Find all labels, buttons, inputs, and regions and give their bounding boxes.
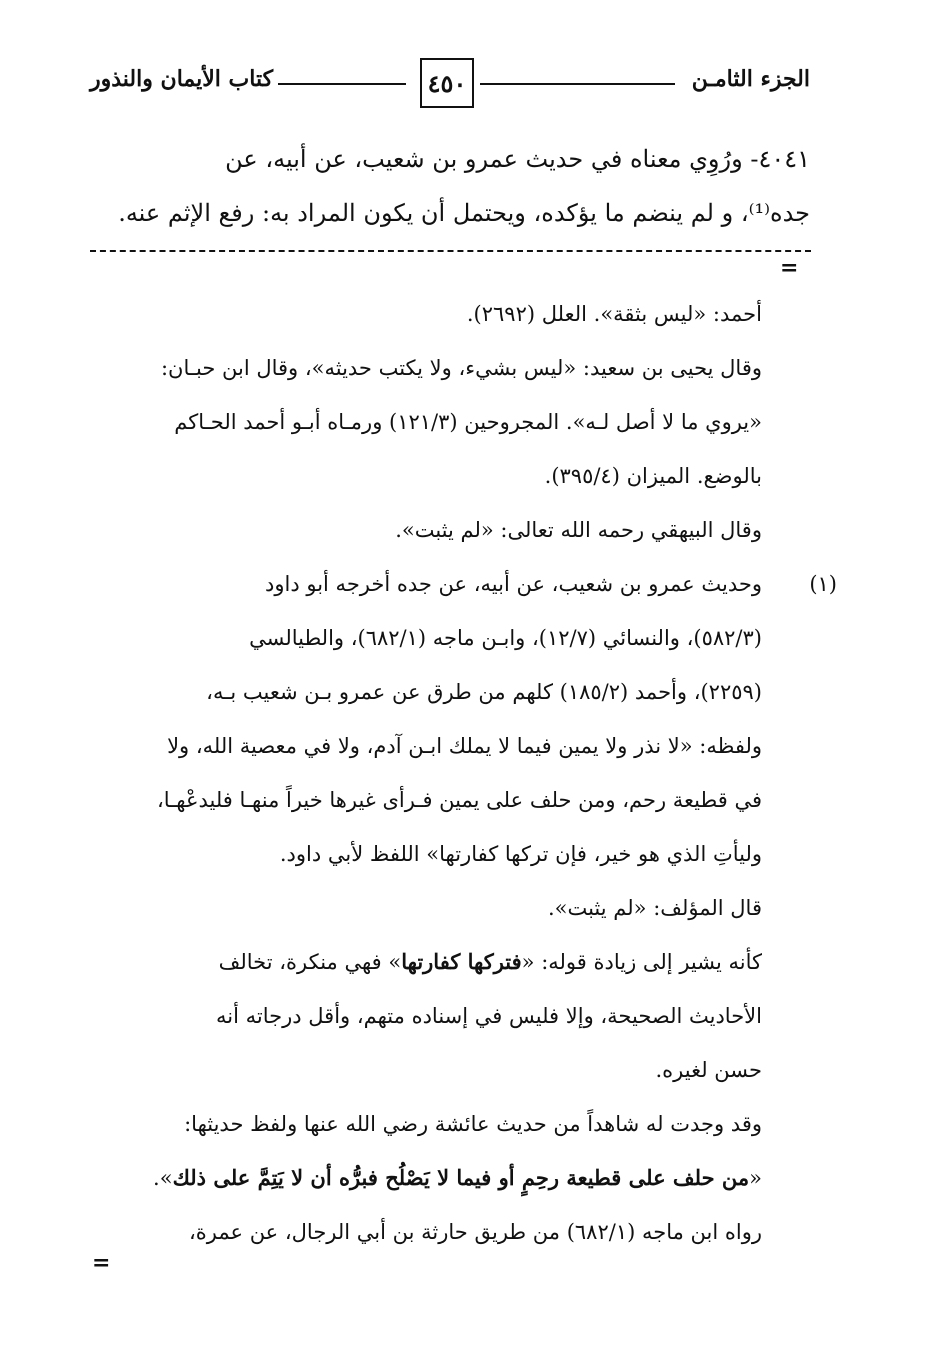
footnote-line-12 [92, 1154, 762, 1202]
footnote-line-3: (٢٢٥٩)، وأحمد (١٨٥/٢) كلهم من طرق عن عمرو بـن شعيب بـه، [206, 680, 762, 704]
note-line-4: بالوضع. الميزان (٣٩٥/٤). [544, 464, 762, 488]
footnote-line-11: وقد وجدت له شاهداً من حديث عائشة رضي الله عنها ولفظ حديثها: [184, 1112, 762, 1136]
note-line-1: أحمد: «ليس بثقة». العلل (٢٦٩٢). [466, 302, 762, 326]
header-rule-right [480, 83, 675, 85]
note-line-2: وقال يحيى بن سعيد: «ليس بشيء، ولا يكتب حديثه»، وقال ابن حبـان: [160, 356, 762, 380]
footnote-line-1: وحديث عمرو بن شعيب، عن أبيه، عن جده أخرجه أبو داود [265, 572, 762, 596]
continuation-mark-bottom: = [92, 1250, 111, 1276]
part-title: الجزء الثامـن [691, 66, 810, 92]
book-title: كتاب الأيمان والنذور [90, 66, 274, 92]
footnote-line-10: حسن لغيره. [655, 1058, 762, 1082]
footnote-line-2: (٥٨٢/٣)، والنسائي (١٢/٧)، وابـن ماجه (٦٨٢/١)، والطيالسي [249, 626, 762, 650]
footnote-marker: (١) [809, 572, 837, 596]
page-header [90, 58, 810, 110]
note-line-5: وقال البيهقي رحمه الله تعالى: «لم يثبت». [395, 518, 762, 542]
footnote-line-9: الأحاديث الصحيحة، وإلا فليس في إسناده متهم، وأقل درجاته أنه [216, 1004, 762, 1028]
hadith-text: من حلف على قطيعة رحِمٍ أو فيما لا يَصْلُح فبرُّه أن لا يَتِمَّ على ذلك [172, 1165, 750, 1190]
quote-close: ». [153, 1166, 173, 1190]
footnote-separator [90, 250, 811, 252]
footnote-line-8 [92, 938, 762, 986]
footnote-line-7: قال المؤلف: «لم يثبت». [547, 896, 762, 920]
header-rule-left [278, 83, 406, 85]
note-line-3: «يروي ما لا أصل لـه». المجروحين (١٢١/٣) ورمـاه أبـو أحمد الحـاكم [174, 410, 762, 434]
main-line-2: جده⁽¹⁾، و لم ينضم ما يؤكده، ويحتمل أن يكون المراد به: رفع الإثم عنه. [118, 199, 810, 227]
footnote-line-4: ولفظه: «لا نذر ولا يمين فيما لا يملك ابـن آدم، ولا في معصية الله، ولا [167, 734, 762, 758]
main-line-1: ٤٠٤١- ورُوِي معناه في حديث عمرو بن شعيب، عن أبيه، عن [225, 145, 810, 173]
quote-open: « [749, 1166, 762, 1190]
footnote-line-6: وليأتِ الذي هو خير، فإن تركها كفارتها» اللفظ لأبي داود. [279, 842, 762, 866]
footnote-line-8-a: كأنه يشير إلى زيادة قوله: « [521, 950, 762, 974]
footnote-line-5: في قطيعة رحم، ومن حلف على يمين فـرأى غيرها خيراً منهـا فليدعْهـا، [156, 788, 762, 812]
footnote-line-8-c: » فهي منكرة، تخالف [218, 950, 402, 974]
quoted-phrase: فتركها كفارتها [401, 949, 522, 974]
page-number: ٤٥٠ [420, 58, 474, 108]
continuation-mark: = [780, 255, 799, 281]
footnote-line-13: رواه ابن ماجه (٦٨٢/١) من طريق حارثة بن أبي الرجال، عن عمرة، [188, 1220, 762, 1244]
